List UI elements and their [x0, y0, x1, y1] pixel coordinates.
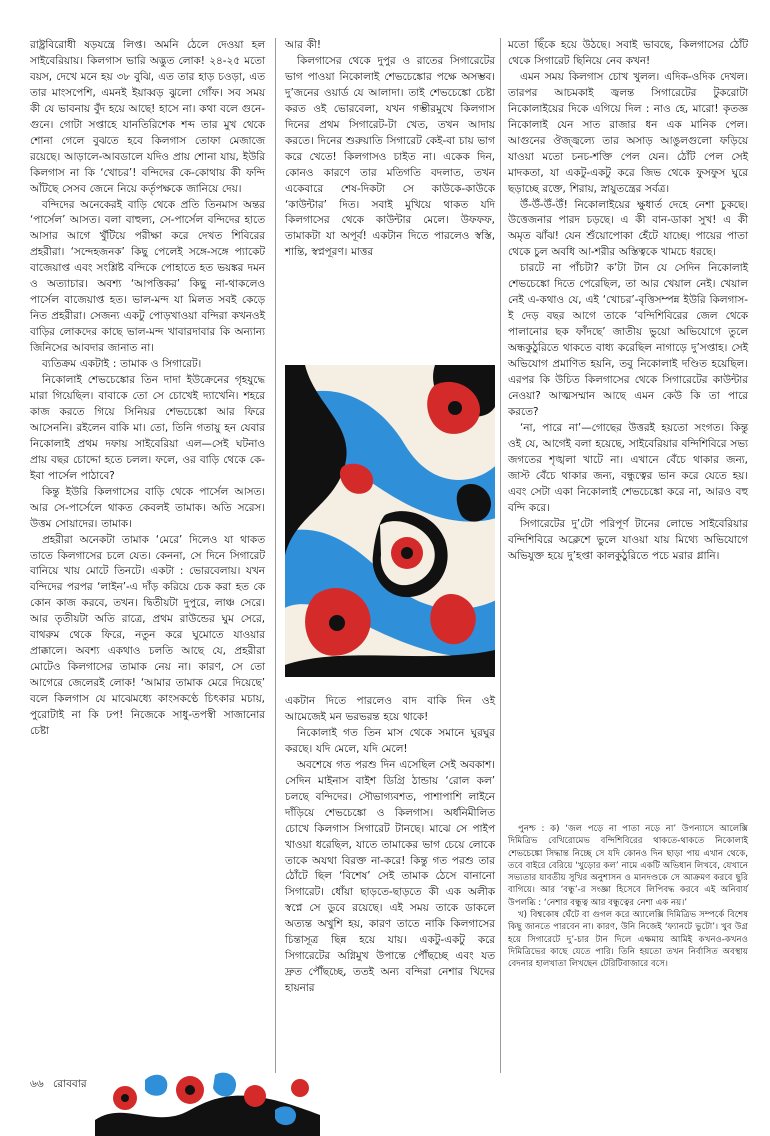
paragraph: উঁ-উঁ-উঁ-উঁ! নিকোলাইয়ের ক্ষুধার্ত দেহে নেশা চুকছে। উত্তেজনার পারদ চড়ছে। এ কী বান-ডাকা সুখ! এ কী অমৃত ঝাঁঝ! যেন শুঁয়োপোকা হেঁটে যাচ্ছে। পায়ের পাতা থেকে চুল অবধি আ-শরীর অস্তিত্বকে খামচে ধরছে। [508, 198, 748, 259]
paragraph: এমন সময় কিলগাস চোখ খুলল। এদিক-ওদিক দেখল। তারপর আচমকাই জ্বলন্ত সিগারেটের টুকরোটা নিকোলাইয়ের দিকে এগিয়ে দিল : নাও হে, মারো! কৃতজ্ঞ নিকোলাই যেন সাত রাজার ধন এক মানিক পেল। আগুনের ঔজ্জ্বল্যে তার অসাড় আঙুলগুলো ফড়িয়ে যাওয়া মতো চনচ-শক্তি পেল যেন। ঠোঁট পেল সেই মাদকতা, যা একটু-একটু করে জিভ থেকে ফুসফুস ঘুরে ছড়াচ্ছে রক্তে, শিরায়, স্নায়ুতন্ত্রের সর্বত্র। [508, 70, 748, 195]
floral-illustration [285, 365, 495, 677]
footnote: পুনশ্চ : ক) ‘জল পড়ে না পাতা নড়ে না’ উপন্যাসে আলেক্সি দিমিত্রিভ বেখিরোমেভ বন্দিশিবিরের থাকতে-থাকতে নিকোলাই শেভচেঙ্কো সিদ্ধান্ত নিচ্ছে সে যদি কোনও দিন ছাড়া পায় এখান থেকে, তবে বাইরে বেরিয়ে ‘খুড়োর কল’ নামে একটি অভিধান লিখবে, যেখানে সভ্যতার যাবতীয় সুখির অনুশাসন ও মানদণ্ডকে সে আক্রমণ করবে ছুরি বাগিয়ে। আর ‘বন্ধু’-র সংজ্ঞা হিসেবে লিপিবদ্ধ করবে এই অনিবার্য উপলব্ধি : ‘নেশার বন্ধুত্ব আর বন্ধুত্বের নেশা এক নয়।’ [508, 824, 748, 908]
paragraph: নিকোলাই শেভচেঙ্কোর তিন দাদা ইউক্রেনের গৃহযুদ্ধে মারা গিয়েছিল। বাবাকে তো সে চোখেই দ্যাখেনি। শহরে কাজ করতে গিয়ে সিনিয়র শেভচেঙ্কো আর ফিরে আসেননি। রইলেন বাকি মা। তো, তিনি গতায়ু হন যেবার নিকোলাই প্রথম দফায় সাইবেরিয়া এল—সেই ঘটনাও প্রায় বছর চোদ্দো হতে চলল। ফলে, ওর বাড়ি থেকে কে-ইবা পার্সেল পাঠাবে? [30, 374, 265, 482]
paragraph: প্রহরীরা অনেকটা তামাক ‘মেরে’ দিলেও যা থাকত তাতে কিলগাসের চলে যেত। কেননা, সে দিনে সিগারেট বানিয়ে খায় মোটে তিনটে। একটা : ভোরবেলায়। যখন বন্দিদের পরপর ‘লাইন’-এ দাঁড় করিয়ে চেক করা হত কে কোন কাজ করবে, তখন। দ্বিতীয়টা দুপুরে, লাঞ্চ সেরে। আর তৃতীয়টা অতি রাত্রে, প্রথম রাউন্ডের ঘুম সেরে, বাথরুম থেকে ফিরে, নতুন করে ঘুমোতে যাওয়ার প্রাক্কালে। অবশ্য একথাও চলতি আছে যে, প্রহরীরা মোটেও কিলগাসের তামাক নেয় না। কারণ, সে তো আগেরে জেলেরই লোক! ‘আমার তামাক মেরে দিয়েছে’ বলে কিলগাস যে মাঝেমধ্যে কাংসকণ্ঠে চিৎকার মচায়, পুরোটাই না কি ঢপ! নিজেকে সাধু-তপস্বী সাজানোর চেষ্টা [30, 533, 265, 737]
text-column-3 [508, 38, 748, 564]
footnote: খ) বিশ্বকোষ ঘেঁটে বা গুগল করে অ্যালেক্সি দিমিত্রিভ সম্পর্কে বিশেষ কিছু জানতে পারবেন না। কারণ, উনি নিজেই ‘ফ্যানটে ভুটো’। খুব উগ্র হয়ে সিগারেটে দু’-চার টান দিলে এক্ষমায় আমিই কখনও-কখনও দিমিত্রিভের কাছে যেতে পারি। তিনি হয়তো তখন নির্বাসিত অবস্থায় বেদনার হালখাতা লিখছেন টেরিটিবাজারে বসে। [508, 910, 748, 970]
paragraph: রাষ্ট্রবিরোধী ষড়যন্ত্রে লিপ্ত। অমনি ঠেলে দেওয়া হল সাইবেরিয়ায়। কিলগাস ভারি অদ্ভুত লোক! ২৪-২৫ মতো বয়স, দেখে মনে হয় ৩৮ বুঝি, এত তার হাড় চওড়া, এত তার মাংসপেশি, এমনই ইয়াব্বড় ঝুলো গোঁফ। সব সময় কী যে ভাবনায় বুঁদ হয়ে আছে! হাসে না। কথা বলে গুনে-গুনে। গোটা সপ্তাহে যানতিরিশেক শব্দ তার মুখ থেকে শোনা গেলে বুঝতে হবে কিলগাস তোফা মেজাজে রয়েছে। আড়ালে-আবডালে যদিও প্রায় শোনা যায়, ইউরি কিলগাস না কি ‘খোচর’! বন্দিদের কে-কোথায় কী ফন্দি আঁটছে সেসব জেনে নিয়ে কর্তৃপক্ষকে জানিয়ে দেয়। [30, 39, 265, 195]
paragraph: নিকোলাই গত তিন মাস থেকে সমানে ঘুরঘুর করছে। যদি মেলে, যদি মেলে! [285, 726, 495, 755]
paragraph: কিন্তু ইউরি কিলগাসের বাড়ি থেকে পার্সেল আসত। আর সে-পার্সেলে থাকত কেবলই তামাক। অতি সরেস। উত্তম সোয়াদের। তামাক। [30, 485, 265, 530]
magazine-name: রোববার [53, 1078, 87, 1090]
paragraph: চারটে না পাঁচটা? ক’টা টান যে সেদিন নিকোলাই শেভচেঙ্কো দিতে পেরেছিল, তা আর খেয়াল নেই। খেয়াল নেই এ-কথাও যে, এই ‘খোচর’-বৃত্তিসম্পন্ন ইউরি কিলগাস-ই দেড় বছর আগে তাকে ‘বন্দিশিবিরের জেল থেকে পালানোর ছক ফাঁদছে’ জাতীয় ভুয়ো অভিযোগে তুলে অন্ধকুঠুরিতে থাকতে বাধ্য করেছিল নাগাড়ে দু’সপ্তাহ। সেই অভিযোগ প্রমাণিত হয়নি, তবু নিকোলাই দণ্ডিত হয়েছিল। এরপর কি উচিত কিলগাসের থেকে সিগারেটের কাউন্টার নেওয়া? আত্মসম্মান আছে এমন কেউ কি তা পারে করতে? [508, 262, 748, 418]
column-rule [275, 38, 276, 1073]
paragraph: আর কী! [285, 39, 322, 51]
text-column-2-top [285, 38, 495, 261]
paragraph: ব্যতিক্রম একটাই : তামাক ও সিগারেট। [42, 358, 202, 371]
paragraph: একটান দিতে পারলেও বাদ বাকি দিন ওই আমেজেই মন ভরভরন্ত হয়ে থাকে! [285, 695, 495, 723]
paragraph: ‘না, পারে না’—গোছের উত্তরই হয়তো সংগত। কিন্তু ওই যে, আগেই বলা হয়েছে, সাইবেরিয়ার বন্দিশিবিরে সভ্য জগতের শৃঙ্খলা খাটে না। এখানে বেঁচে থাকার জন্য, জাস্ট বেঁচে থাকার জন্য, বন্ধুত্বের ভান করে যেতে হয়। এবং সেটা একা নিকোলাই শেভচেঙ্কো করে না, আরও বহু বন্দি করে। [508, 421, 748, 514]
column-rule [500, 38, 501, 1073]
page-footer [30, 1077, 93, 1094]
floral-border-ornament [95, 1060, 320, 1136]
paragraph: অবশেষে গত পরশু দিন এসেছিল সেই অবকাশ। সেদিন মাইনাস বাইশ ডিগ্রি ঠান্ডায় ‘রোল কল’ চলছে বন্দিদের। সৌভাগ্যবশত, পাশাপাশি লাইনে দাঁড়িয়ে শেভচেঙ্কো ও কিলগাস। অর্ধনিমীলিত চোখে কিলগাস সিগারেট টানছে। মাঝে সে পাইপ খাওয়া ধরেছিল, যাতে তামাকের ভাগ চেয়ে লোকে তাকে অযথা বিরক্ত না-করে! কিন্তু গত পরশু তার ঠোঁটে ছিল ‘বিশেষ’ সেই তামাক ঠেসে বানানো সিগারেট। ধোঁয়া ছাড়তে-ছাড়তে কী এক অলীক স্বপ্নে সে ডুবে রয়েছে। এই সময় তাকে ডাকলে অত্যন্ত অখুশি হয়, কারণ তাতে নাকি কিলগাসের চিন্তাসূত্র ছিন্ন হয়ে যায়। একটু-একটু করে সিগারেটের অগ্নিমুখ উপান্তে পৌঁছচ্ছে এবং যত দ্রুত পৌঁছচ্ছে, ততই অন্য বন্দিরা নেশার খিদের হায়নার [285, 758, 495, 995]
footnotes [508, 823, 748, 971]
text-column-2-bottom [285, 694, 495, 997]
paragraph: বন্দিদের অনেকেরই বাড়ি থেকে প্রতি তিনমাস অন্তর ‘পার্সেল’ আসত। বলা বাহুল্য, সে-পার্সেল বন্দিদের হাতে আসার আগে খুঁটিয়ে পরীক্ষা করে দেখত শিবিরের প্রহরীরা। ‘সন্দেহজনক’ কিছু পেলেই সঙ্গে-সঙ্গে প্যাকেট বাজেয়াপ্ত এবং সংশ্লিষ্ট বন্দিকে পোহাতে হত ভয়ঙ্কর দমন ও অত্যাচার। অবশ্য ‘আপত্তিকর’ কিছু না-থাকলেও পার্সেল বাজেয়াপ্ত হত। ভাল-মন্দ যা মিলত সবই কেড়ে নিত প্রহরীরা। সেজন্য একটু পোড়খাওয়া বন্দিরা কখনওই বাড়ির লোকদের কাছে ভাল-মন্দ খাবারদাবার কি অন্যান্য জিনিসের আবদার জানাত না। [30, 198, 265, 355]
paragraph: কিলগাসের থেকে দুপুর ও রাতের সিগারেটের ভাগ পাওয়া নিকোলাই শেভচেঙ্কোর পক্ষে অসম্ভব। দু’জনের ওয়ার্ড যে আলাদা। তাই শেভচেঙ্কো চেষ্টা করত ওই ভোরবেলা, যখন গম্ভীরমুখে কিলগাস দিনের প্রথম সিগারেট-টা খেত, তখন আদায় করতে। দিনের শুরুয়াতি সিগারেট কেই-বা চায় ভাগ করে খেতে! কিলগাসও চাইত না। একেক দিন, কোনও কারণে তার মতিগতি বদলাত, তখন একেবারে শেষ-দিকটা সে কাউকে-কাউকে ‘কাউন্টার’ দিত। সবাই মুখিয়ে থাকত যদি কিলগাসের থেকে কাউন্টার মেলে। উফফফ, তামাকটা যা অপূর্ব! একটান দিতে পারলেও স্বস্তি, শান্তি, স্বপ্নপূরণ। মাত্তর [285, 54, 495, 259]
paragraph: মতো ছিঁকে হয়ে উঠছে। সবাই ভাবছে, কিলগাসের ঠোঁট থেকে সিগারেট ছিনিয়ে নেব কখন! [508, 39, 748, 67]
page-number: ৬৬ [30, 1078, 44, 1090]
paragraph: সিগারেটের দু’টো পরিপূর্ণ টানের লোভে সাইবেরিয়ার বন্দিশিবিরে অক্লেশে ভুলে যাওয়া যায় মিথ্যে অভিযোগে অভিযুক্ত হয়ে দু’হপ্তা কালকুঠুরিতে পচে মরার গ্লানি। [508, 517, 748, 562]
text-column-1 [30, 38, 265, 740]
